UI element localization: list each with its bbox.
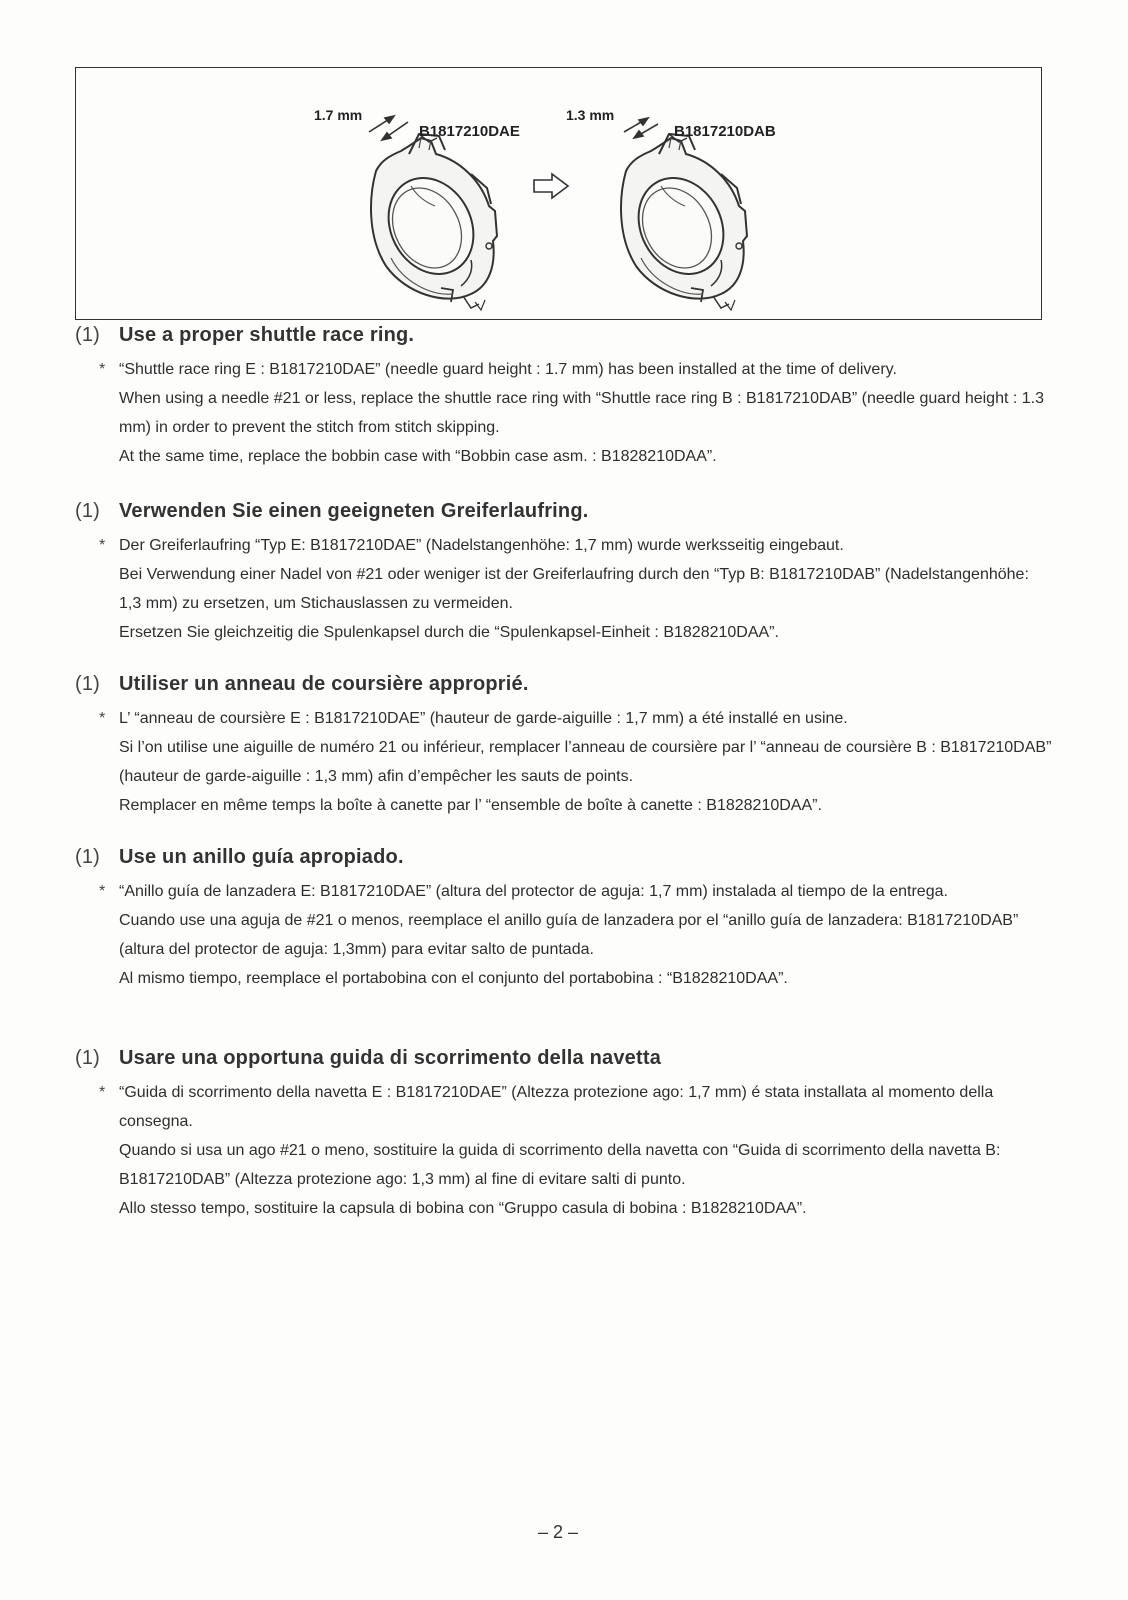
body-line: “Guida di scorrimento della navetta E : B1817210DAE” (Altezza protezione ago: 1,7 mm) é stata installata al momento della consegna. [119, 1084, 994, 1130]
body-line: Bei Verwendung einer Nadel von #21 oder weniger ist der Greiferlaufring durch den “Typ B: B1817210DAB” (Nadelstangenhöhe: 1,3 mm) zu ersetzen, um Stichauslassen zu vermeiden. [119, 566, 1029, 612]
body-line: Al mismo tiempo, reemplace el portabobina con el conjunto del portabobina : “B1828210DAA”. [119, 970, 788, 987]
section-italian [75, 1047, 1055, 1223]
body-line: Cuando use una aguja de #21 o menos, reemplace el anillo guía de lanzadera por el “anillo guía de lanzadera: B1817210DAB” (altura del protector de aguja: 1,3mm) para evitar salto de puntada. [119, 912, 1019, 958]
section-number: (1) [75, 324, 101, 346]
section-heading [75, 500, 1055, 523]
section-heading [75, 324, 1055, 347]
section-spanish [75, 846, 1055, 993]
body-line: At the same time, replace the bobbin case with “Bobbin case asm. : B1828210DAA”. [119, 448, 717, 465]
bullet-marker: * [99, 361, 106, 378]
shuttle-race-ring-b-drawing [621, 134, 747, 310]
figure-box [75, 67, 1042, 320]
left-dimension-label: 1.7 mm [314, 107, 363, 123]
hollow-right-arrow-icon [534, 174, 568, 198]
right-dimension-leader [624, 118, 658, 138]
bullet-marker: * [99, 710, 106, 727]
body-line: “Anillo guía de lanzadera E: B1817210DAE” (altura del protector de aguja: 1,7 mm) instalada al tiempo de la entrega. [119, 883, 948, 900]
section-number: (1) [75, 1047, 101, 1069]
section-number: (1) [75, 673, 101, 695]
body-line: Der Greiferlaufring “Typ E: B1817210DAE” (Nadelstangenhöhe: 1,7 mm) wurde werksseitig eingebaut. [119, 537, 844, 554]
body-line: Allo stesso tempo, sostituire la capsula di bobina con “Gruppo casula di bobina : B1828210DAA”. [119, 1200, 807, 1217]
body-line: Remplacer en même temps la boîte à canette par l’ “ensemble de boîte à canette : B1828210DAA”. [119, 797, 822, 814]
section-title: Use un anillo guía apropiado. [119, 846, 404, 868]
section-title: Usare una opportuna guida di scorrimento della navetta [119, 1047, 662, 1069]
bullet-marker: * [99, 883, 106, 900]
left-dimension-leader [369, 116, 408, 140]
section-french [75, 673, 1055, 820]
section-german [75, 500, 1055, 647]
section-english [75, 324, 1055, 471]
body-line: When using a needle #21 or less, replace the shuttle race ring with “Shuttle race ring B : B1817210DAB” (needle guard height : 1.3 mm) in order to prevent the stitch from stitch skipping. [119, 390, 1044, 436]
right-part-number: B1817210DAB [674, 123, 776, 140]
section-body [99, 531, 1055, 647]
bullet-marker: * [99, 537, 106, 554]
bullet-marker: * [99, 1084, 106, 1101]
shuttle-race-ring-e-drawing [371, 134, 497, 310]
section-body [99, 1078, 1055, 1223]
shuttle-race-ring-illustration [76, 68, 1043, 321]
section-number: (1) [75, 846, 101, 868]
section-title: Utiliser un anneau de coursière approprié. [119, 673, 529, 695]
section-heading [75, 846, 1055, 869]
section-body [99, 704, 1055, 820]
right-dimension-label: 1.3 mm [566, 107, 615, 123]
section-heading [75, 1047, 1055, 1070]
section-body [99, 355, 1055, 471]
section-title: Verwenden Sie einen geeigneten Greiferlaufring. [119, 500, 589, 522]
body-line: Quando si usa un ago #21 o meno, sostituire la guida di scorrimento della navetta con “Guida di scorrimento della navetta B: B1817210DAB” (Altezza protezione ago: 1,3 mm) al fine di evitare salti di punto. [119, 1142, 1001, 1188]
section-body [99, 877, 1055, 993]
section-heading [75, 673, 1055, 696]
left-part-number: B1817210DAE [419, 123, 520, 140]
body-line: Ersetzen Sie gleichzeitig die Spulenkapsel durch die “Spulenkapsel-Einheit : B1828210DAA”. [119, 624, 779, 641]
page-number: – 2 – [538, 1522, 579, 1542]
body-line: “Shuttle race ring E : B1817210DAE” (needle guard height : 1.7 mm) has been installed at the time of delivery. [119, 361, 897, 378]
body-line: Si l’on utilise une aiguille de numéro 21 ou inférieur, remplacer l’anneau de coursière par l’ “anneau de coursière B : B1817210DAB” (hauteur de garde-aiguille : 1,3 mm) afin d’empêcher les sauts de points. [119, 739, 1052, 785]
body-line: L’ “anneau de coursière E : B1817210DAE” (hauteur de garde-aiguille : 1,7 mm) a été installé en usine. [119, 710, 848, 727]
section-title: Use a proper shuttle race ring. [119, 324, 415, 346]
section-number: (1) [75, 500, 101, 522]
